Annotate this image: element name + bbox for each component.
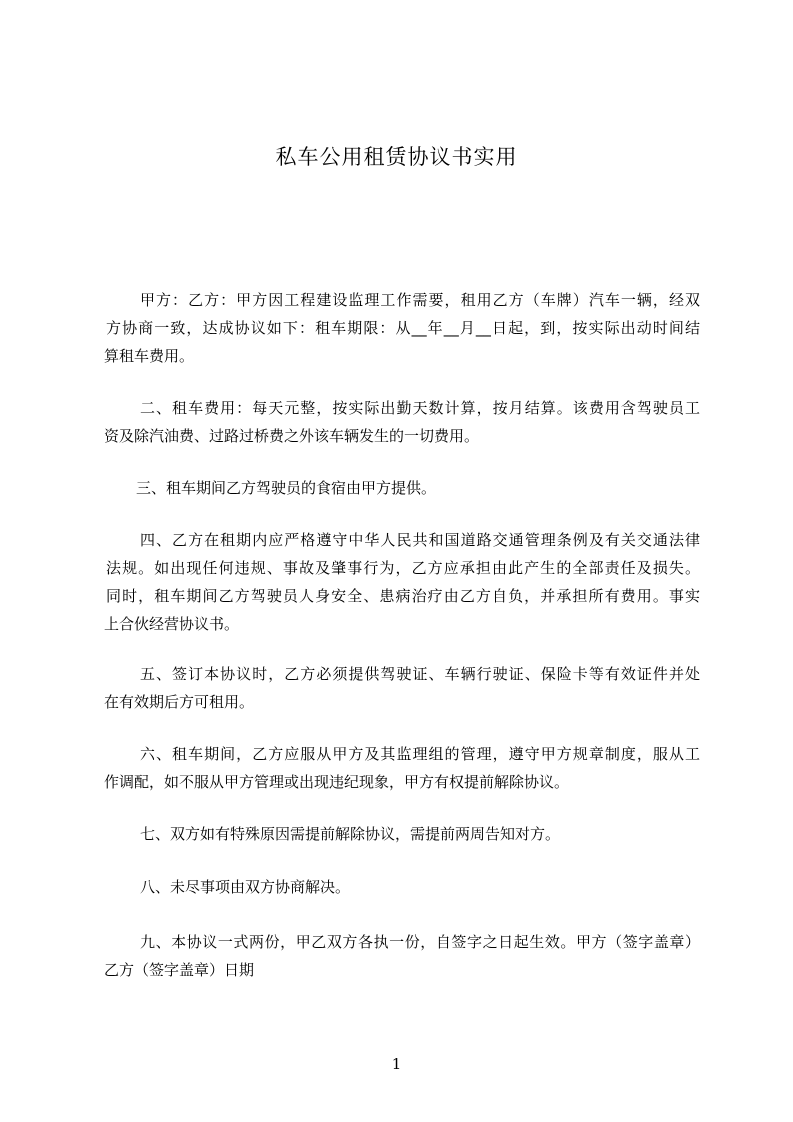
paragraph-line: 四、乙方在租期内应严格遵守中华人民共和国道路交通管理条例及有关交通法律 — [140, 531, 700, 549]
document-title: 私车公用租赁协议书实用 — [275, 145, 518, 169]
paragraph-line: 六、租车期间，乙方应服从甲方及其监理组的管理，遵守甲方规章制度，服从工 — [140, 745, 700, 763]
paragraph-line: 算租车费用。 — [104, 347, 195, 365]
paragraph-line: 三、租车期间乙方驾驶员的食宿由甲方提供。 — [136, 479, 437, 497]
paragraph-line: 八、未尽事项由双方协商解决。 — [140, 878, 351, 896]
paragraph-party-info — [104, 286, 700, 370]
paragraph-meals — [104, 474, 700, 502]
paragraph-unresolved — [104, 873, 700, 901]
paragraph-copies-signature — [104, 928, 700, 984]
paragraph-line: 资及除汽油费、过路过桥费之外该车辆发生的一切费用。 — [104, 427, 480, 445]
paragraph-line: 乙方（签字盖章）日期 — [104, 961, 255, 979]
paragraph-management — [104, 740, 700, 796]
paragraph-documents — [104, 660, 700, 716]
page-number: 1 — [391, 1055, 402, 1073]
paragraph-line: 作调配，如不服从甲方管理或出现违纪现象，甲方有权提前解除协议。 — [104, 773, 570, 791]
paragraph-line: 方协商一致，达成协议如下：租车期限：从__年__月__日起，到，按实际出动时间结 — [106, 319, 700, 337]
paragraph-line: 在有效期后方可租用。 — [104, 693, 255, 711]
paragraph-line: 同时，租车期间乙方驾驶员人身安全、患病治疗由乙方自负，并承担所有费用。事实 — [106, 587, 700, 605]
paragraph-line: 上合伙经营协议书。 — [104, 615, 240, 633]
paragraph-line: 九、本协议一式两份，甲乙双方各执一份，自签字之日起生效。甲方（签字盖章） — [140, 933, 700, 951]
paragraph-line: 法规。如出现任何违规、事故及肇事行为，乙方应承担由此产生的全部责任及损失。 — [106, 559, 700, 577]
paragraph-rental-fee — [104, 394, 700, 450]
paragraph-traffic-law — [104, 526, 700, 638]
paragraph-termination — [104, 820, 700, 848]
paragraph-line: 甲方：乙方：甲方因工程建设监理工作需要，租用乙方（车牌）汽车一辆，经双 — [140, 291, 700, 309]
paragraph-line: 七、双方如有特殊原因需提前解除协议，需提前两周告知对方。 — [140, 825, 561, 843]
paragraph-line: 二、租车费用：每天元整，按实际出勤天数计算，按月结算。该费用含驾驶员工 — [140, 399, 700, 417]
paragraph-line: 五、签订本协议时，乙方必须提供驾驶证、车辆行驶证、保险卡等有效证件并处 — [140, 665, 700, 683]
